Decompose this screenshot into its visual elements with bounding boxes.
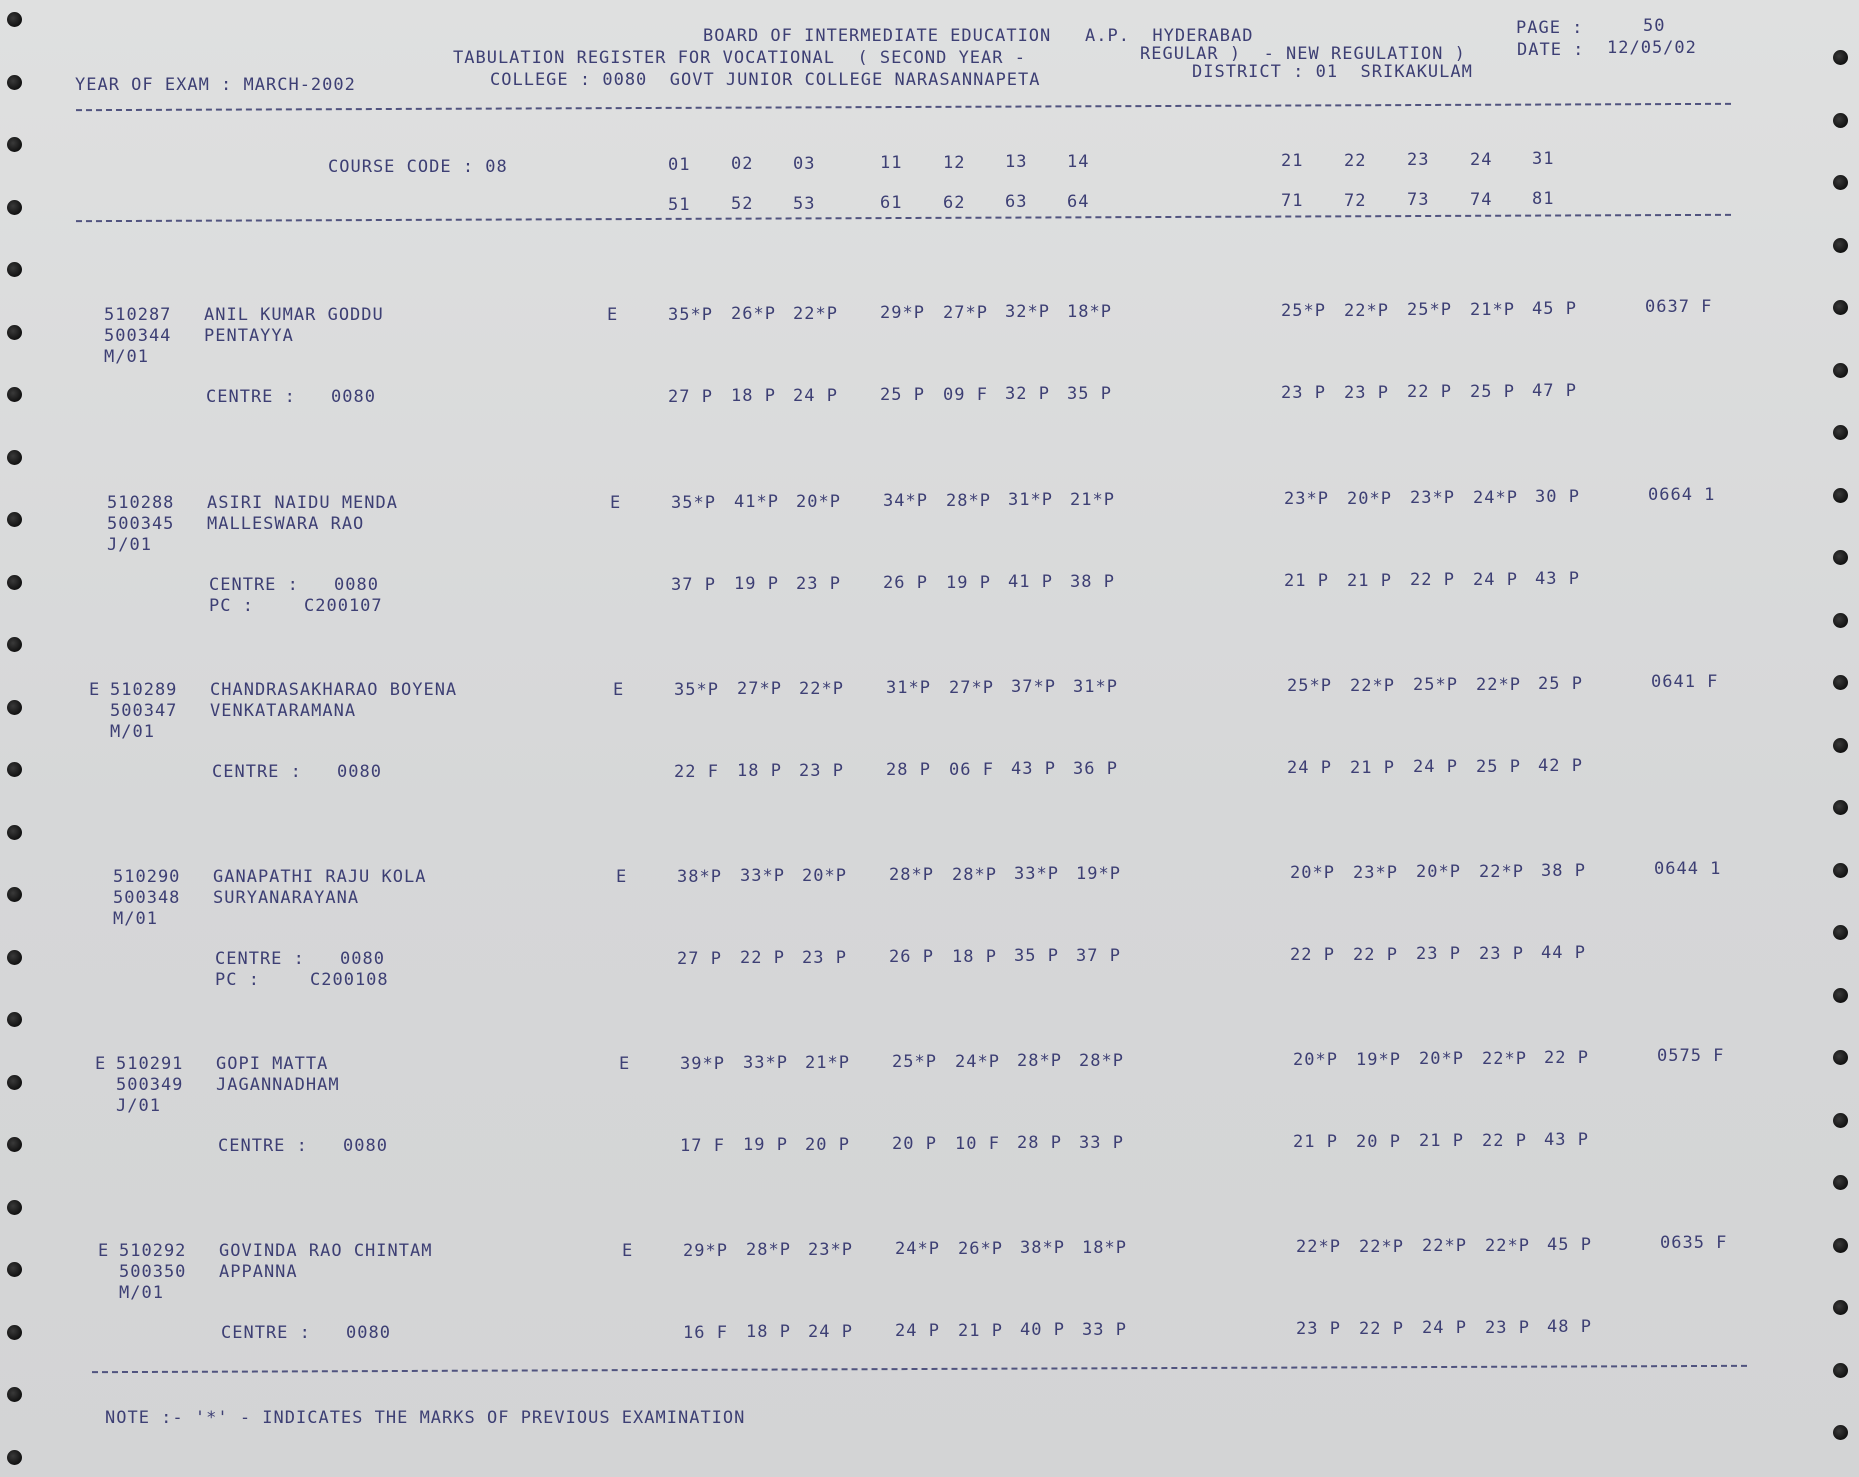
feed-hole <box>7 137 22 152</box>
feed-hole <box>1833 800 1848 815</box>
record-prefix: E <box>89 680 101 700</box>
subject-code: 24 <box>1470 149 1493 170</box>
centre-label: CENTRE : <box>209 575 299 595</box>
feed-hole <box>1833 1425 1848 1440</box>
category: M/01 <box>113 909 158 929</box>
subject-code: 62 <box>943 192 966 213</box>
subject-code: 53 <box>793 193 816 214</box>
mark-previous: 38*P <box>677 867 722 887</box>
mark-current: 28 P <box>1017 1133 1062 1154</box>
subject-code: 81 <box>1532 188 1555 209</box>
subject-code: 23 <box>1407 150 1430 171</box>
mark-current: 47 P <box>1532 380 1577 401</box>
mark-previous: 23*P <box>1410 488 1455 509</box>
mark-previous: 27*P <box>737 679 782 700</box>
roll-number: 510288 <box>107 493 175 513</box>
mark-previous: 33*P <box>743 1053 788 1074</box>
mark-previous: 35*P <box>671 493 716 513</box>
mark-current: 23 P <box>802 947 847 968</box>
mark-previous: 23*P <box>808 1239 853 1260</box>
mark-previous: 20*P <box>802 865 847 886</box>
mark-previous: 21*P <box>1470 299 1515 320</box>
subject-code: 13 <box>1005 152 1028 173</box>
student-name: GOVINDA RAO CHINTAM <box>219 1241 433 1261</box>
mark-previous: 22*P <box>1476 674 1521 695</box>
mark-previous: 18*P <box>1082 1237 1127 1258</box>
mark-previous: 22*P <box>1479 861 1524 882</box>
category: M/01 <box>119 1283 164 1303</box>
header-divider-bottom <box>76 214 1731 222</box>
college-name: COLLEGE : 0080 GOVT JUNIOR COLLEGE NARASANNAPETA <box>490 70 1041 90</box>
mark-previous: 27*P <box>943 302 988 323</box>
mark-current: 40 P <box>1020 1320 1065 1341</box>
mark-previous: 37*P <box>1011 677 1056 698</box>
student-name: ANIL KUMAR GODDU <box>204 305 384 325</box>
mark-previous: 45 P <box>1547 1234 1592 1255</box>
subject-code: 71 <box>1281 191 1304 212</box>
feed-hole <box>1833 300 1848 315</box>
mark-previous: 26*P <box>958 1238 1003 1259</box>
feed-hole <box>7 1075 22 1090</box>
mark-current: 19 P <box>734 574 779 595</box>
subject-code: 03 <box>793 153 816 174</box>
mark-current: 21 P <box>1347 570 1392 591</box>
medium: E <box>613 680 625 700</box>
mark-current: 24 P <box>895 1321 940 1342</box>
mark-previous: 24*P <box>1473 487 1518 508</box>
subject-code: 61 <box>880 193 903 214</box>
mark-current: 33 P <box>1082 1319 1127 1340</box>
feed-hole <box>1833 550 1848 565</box>
centre-code: 0080 <box>337 762 382 782</box>
pc-code: C200108 <box>310 970 389 990</box>
total-result: 0637 F <box>1645 297 1713 317</box>
feed-hole <box>7 12 22 27</box>
student-name: GOPI MATTA <box>216 1054 329 1074</box>
father-name: SURYANARAYANA <box>213 888 360 908</box>
subject-code: 52 <box>731 194 754 215</box>
mark-current: 24 P <box>1413 757 1458 778</box>
total-result: 0635 F <box>1660 1233 1728 1253</box>
record-prefix: E <box>98 1241 110 1261</box>
mark-previous: 28*P <box>889 865 934 886</box>
centre-label: CENTRE : <box>221 1323 311 1343</box>
total-result: 0641 F <box>1651 672 1719 692</box>
mark-previous: 27*P <box>949 677 994 698</box>
mark-current: 27 P <box>668 387 713 407</box>
mark-current: 25 P <box>880 385 925 406</box>
mark-previous: 22*P <box>1359 1236 1404 1257</box>
year-of-exam: YEAR OF EXAM : MARCH-2002 <box>75 75 356 95</box>
mark-previous: 22*P <box>1296 1237 1341 1258</box>
mark-current: 20 P <box>1356 1131 1401 1152</box>
date-label: DATE : <box>1517 40 1585 60</box>
subject-code: 22 <box>1344 150 1367 171</box>
mark-previous: 22*P <box>799 678 844 699</box>
mark-previous: 33*P <box>1014 864 1059 885</box>
mark-current: 35 P <box>1067 383 1112 404</box>
centre-code: 0080 <box>346 1323 391 1343</box>
feed-hole <box>1833 1113 1848 1128</box>
feed-hole <box>7 75 22 90</box>
secondary-number: 500350 <box>119 1262 187 1282</box>
centre-code: 0080 <box>340 949 385 969</box>
mark-current: 27 P <box>677 949 722 969</box>
mark-previous: 22*P <box>1344 300 1389 321</box>
feed-hole <box>7 1200 22 1215</box>
mark-current: 19 P <box>743 1135 788 1156</box>
mark-previous: 22 P <box>1544 1047 1589 1068</box>
centre-label: CENTRE : <box>206 387 296 407</box>
mark-current: 18 P <box>731 386 776 407</box>
mark-current: 21 P <box>1293 1132 1338 1153</box>
mark-current: 22 P <box>740 948 785 969</box>
mark-current: 38 P <box>1070 571 1115 592</box>
mark-previous: 22*P <box>1350 675 1395 696</box>
feed-hole <box>1833 863 1848 878</box>
total-result: 0644 1 <box>1654 859 1722 879</box>
mark-current: 24 P <box>1422 1318 1467 1339</box>
mark-previous: 29*P <box>880 303 925 324</box>
mark-current: 36 P <box>1073 758 1118 779</box>
mark-previous: 24*P <box>955 1051 1000 1072</box>
mark-previous: 22*P <box>1482 1048 1527 1069</box>
father-name: VENKATARAMANA <box>210 701 357 721</box>
mark-current: 24 P <box>1287 758 1332 779</box>
mark-current: 22 P <box>1407 382 1452 403</box>
medium: E <box>619 1054 631 1074</box>
subject-code: 73 <box>1407 190 1430 211</box>
feed-hole <box>7 825 22 840</box>
medium: E <box>607 305 619 325</box>
mark-current: 24 P <box>1473 569 1518 590</box>
feed-hole <box>7 1262 22 1277</box>
footer-divider <box>92 1365 1747 1373</box>
regulation-text: REGULAR ) - NEW REGULATION ) <box>1140 44 1466 64</box>
student-name: GANAPATHI RAJU KOLA <box>213 867 427 887</box>
mark-current: 23 P <box>796 573 841 594</box>
secondary-number: 500344 <box>104 326 172 346</box>
mark-current: 43 P <box>1011 759 1056 780</box>
header-divider-top <box>76 103 1731 111</box>
roll-number: 510290 <box>113 867 181 887</box>
mark-previous: 19*P <box>1076 863 1121 884</box>
feed-hole <box>1833 50 1848 65</box>
mark-previous: 25 P <box>1538 673 1583 694</box>
roll-number: 510292 <box>119 1241 187 1261</box>
feed-hole <box>7 637 22 652</box>
centre-code: 0080 <box>343 1136 388 1156</box>
secondary-number: 500345 <box>107 514 175 534</box>
subject-code: 51 <box>668 195 691 215</box>
mark-current: 21 P <box>958 1320 1003 1341</box>
page-label: PAGE : <box>1516 18 1584 38</box>
mark-current: 37 P <box>671 575 716 595</box>
mark-current: 18 P <box>952 946 997 967</box>
mark-previous: 28*P <box>1079 1050 1124 1071</box>
mark-previous: 28*P <box>746 1240 791 1261</box>
centre-label: CENTRE : <box>212 762 302 782</box>
mark-current: 26 P <box>883 573 928 594</box>
medium: E <box>616 867 628 887</box>
secondary-number: 500347 <box>110 701 178 721</box>
father-name: APPANNA <box>219 1262 298 1282</box>
subject-code: 21 <box>1281 151 1304 172</box>
mark-previous: 31*P <box>1073 676 1118 697</box>
mark-previous: 18*P <box>1067 301 1112 322</box>
mark-previous: 38*P <box>1020 1238 1065 1259</box>
mark-previous: 32*P <box>1005 302 1050 323</box>
feed-hole <box>7 1387 22 1402</box>
pc-label: PC : <box>215 970 260 990</box>
mark-previous: 20*P <box>796 491 841 512</box>
mark-current: 25 P <box>1470 381 1515 402</box>
mark-current: 18 P <box>746 1322 791 1343</box>
mark-previous: 35*P <box>668 305 713 325</box>
course-code-label: COURSE CODE : 08 <box>328 157 508 177</box>
mark-current: 10 F <box>955 1133 1000 1154</box>
feed-hole <box>7 512 22 527</box>
mark-previous: 35*P <box>674 680 719 700</box>
father-name: PENTAYYA <box>204 326 294 346</box>
mark-previous: 22*P <box>793 303 838 324</box>
father-name: MALLESWARA RAO <box>207 514 365 534</box>
subject-code: 63 <box>1005 192 1028 213</box>
feed-hole <box>7 950 22 965</box>
feed-hole <box>7 387 22 402</box>
subject-code: 14 <box>1067 151 1090 172</box>
feed-hole <box>1833 425 1848 440</box>
feed-hole <box>1833 488 1848 503</box>
category: M/01 <box>110 722 155 742</box>
mark-current: 20 P <box>892 1134 937 1155</box>
feed-hole <box>7 887 22 902</box>
roll-number: 510291 <box>116 1054 184 1074</box>
category: J/01 <box>107 535 152 555</box>
feed-hole <box>7 1137 22 1152</box>
mark-current: 43 P <box>1544 1129 1589 1150</box>
mark-previous: 21*P <box>1070 489 1115 510</box>
mark-current: 18 P <box>737 761 782 782</box>
pc-code: C200107 <box>304 596 383 616</box>
mark-current: 23 P <box>1416 944 1461 965</box>
mark-previous: 28*P <box>1017 1051 1062 1072</box>
mark-previous: 39*P <box>680 1054 725 1074</box>
feed-hole <box>7 325 22 340</box>
secondary-number: 500348 <box>113 888 181 908</box>
mark-current: 19 P <box>946 572 991 593</box>
mark-previous: 20*P <box>1419 1049 1464 1070</box>
mark-current: 32 P <box>1005 384 1050 405</box>
mark-previous: 29*P <box>683 1241 728 1261</box>
roll-number: 510287 <box>104 305 172 325</box>
mark-previous: 20*P <box>1293 1050 1338 1071</box>
feed-hole <box>1833 675 1848 690</box>
mark-previous: 22*P <box>1422 1236 1467 1257</box>
mark-current: 06 F <box>949 759 994 780</box>
secondary-number: 500349 <box>116 1075 184 1095</box>
father-name: JAGANNADHAM <box>216 1075 340 1095</box>
record-prefix: E <box>95 1054 107 1074</box>
total-result: 0664 1 <box>1648 485 1716 505</box>
feed-hole <box>1833 1175 1848 1190</box>
mark-previous: 20*P <box>1416 862 1461 883</box>
feed-hole <box>7 762 22 777</box>
mark-previous: 25*P <box>1281 301 1326 322</box>
feed-hole <box>7 200 22 215</box>
footnote: NOTE :- '*' - INDICATES THE MARKS OF PREVIOUS EXAMINATION <box>105 1408 746 1428</box>
roll-number: 510289 <box>110 680 178 700</box>
mark-current: 37 P <box>1076 945 1121 966</box>
mark-current: 22 F <box>674 762 719 782</box>
mark-current: 41 P <box>1008 572 1053 593</box>
mark-previous: 34*P <box>883 491 928 512</box>
mark-previous: 23*P <box>1284 489 1329 510</box>
pc-label: PC : <box>209 596 254 616</box>
mark-current: 17 F <box>680 1136 725 1156</box>
mark-current: 24 P <box>808 1321 853 1342</box>
total-result: 0575 F <box>1657 1046 1725 1066</box>
mark-current: 26 P <box>889 947 934 968</box>
feed-hole <box>1833 738 1848 753</box>
mark-previous: 23*P <box>1353 862 1398 883</box>
feed-hole <box>1833 363 1848 378</box>
medium: E <box>610 493 622 513</box>
mark-current: 16 F <box>683 1323 728 1343</box>
mark-previous: 21*P <box>805 1052 850 1073</box>
feed-hole <box>7 700 22 715</box>
mark-current: 25 P <box>1476 756 1521 777</box>
feed-hole <box>7 1325 22 1340</box>
mark-previous: 31*P <box>1008 490 1053 511</box>
register-title: TABULATION REGISTER FOR VOCATIONAL ( SECOND YEAR - <box>453 48 1026 68</box>
mark-current: 23 P <box>1485 1317 1530 1338</box>
mark-current: 23 P <box>1296 1319 1341 1340</box>
feed-hole <box>1833 1363 1848 1378</box>
subject-code: 01 <box>668 155 691 175</box>
mark-previous: 22*P <box>1485 1235 1530 1256</box>
mark-previous: 28*P <box>946 490 991 511</box>
feed-hole <box>1833 988 1848 1003</box>
mark-current: 35 P <box>1014 946 1059 967</box>
category: M/01 <box>104 347 149 367</box>
district-name: DISTRICT : 01 SRIKAKULAM <box>1192 62 1473 82</box>
mark-current: 09 F <box>943 384 988 405</box>
mark-previous: 41*P <box>734 492 779 513</box>
feed-hole <box>7 1450 22 1465</box>
mark-current: 23 P <box>1479 943 1524 964</box>
centre-code: 0080 <box>331 387 376 407</box>
mark-previous: 38 P <box>1541 860 1586 881</box>
mark-current: 24 P <box>793 385 838 406</box>
mark-current: 20 P <box>805 1134 850 1155</box>
category: J/01 <box>116 1096 161 1116</box>
subject-code: 72 <box>1344 190 1367 211</box>
subject-code: 12 <box>943 152 966 173</box>
centre-label: CENTRE : <box>215 949 305 969</box>
subject-code: 31 <box>1532 148 1555 169</box>
feed-hole <box>1833 1050 1848 1065</box>
mark-current: 21 P <box>1350 757 1395 778</box>
mark-current: 21 P <box>1419 1131 1464 1152</box>
mark-current: 42 P <box>1538 755 1583 776</box>
mark-current: 33 P <box>1079 1132 1124 1153</box>
mark-current: 23 P <box>1281 383 1326 404</box>
mark-previous: 25*P <box>1407 300 1452 321</box>
mark-previous: 25*P <box>1287 676 1332 697</box>
subject-code: 64 <box>1067 191 1090 212</box>
subject-code: 11 <box>880 153 903 174</box>
mark-current: 48 P <box>1547 1316 1592 1337</box>
mark-current: 22 P <box>1410 570 1455 591</box>
mark-previous: 25*P <box>1413 675 1458 696</box>
mark-previous: 25*P <box>892 1052 937 1073</box>
mark-current: 23 P <box>799 760 844 781</box>
feed-hole <box>1833 1300 1848 1315</box>
mark-current: 22 P <box>1353 944 1398 965</box>
feed-hole <box>1833 925 1848 940</box>
mark-current: 22 P <box>1359 1318 1404 1339</box>
mark-current: 44 P <box>1541 942 1586 963</box>
mark-previous: 33*P <box>740 866 785 887</box>
mark-previous: 45 P <box>1532 298 1577 319</box>
feed-hole <box>7 450 22 465</box>
mark-previous: 30 P <box>1535 486 1580 507</box>
mark-previous: 28*P <box>952 864 997 885</box>
mark-previous: 19*P <box>1356 1049 1401 1070</box>
student-name: CHANDRASAKHARAO BOYENA <box>210 680 458 700</box>
mark-current: 43 P <box>1535 568 1580 589</box>
mark-previous: 20*P <box>1290 863 1335 884</box>
mark-current: 28 P <box>886 760 931 781</box>
feed-hole <box>1833 175 1848 190</box>
mark-current: 22 P <box>1290 945 1335 966</box>
mark-previous: 20*P <box>1347 488 1392 509</box>
centre-code: 0080 <box>334 575 379 595</box>
feed-hole <box>1833 613 1848 628</box>
mark-previous: 31*P <box>886 678 931 699</box>
feed-hole <box>1833 113 1848 128</box>
mark-current: 21 P <box>1284 571 1329 592</box>
mark-previous: 26*P <box>731 304 776 325</box>
medium: E <box>622 1241 634 1261</box>
feed-hole <box>7 575 22 590</box>
feed-hole <box>1833 1238 1848 1253</box>
date-value: 12/05/02 <box>1607 38 1697 58</box>
centre-label: CENTRE : <box>218 1136 308 1156</box>
mark-current: 23 P <box>1344 382 1389 403</box>
feed-hole <box>1833 238 1848 253</box>
mark-current: 22 P <box>1482 1130 1527 1151</box>
feed-hole <box>7 1012 22 1027</box>
board-title: BOARD OF INTERMEDIATE EDUCATION A.P. HYDERABAD <box>703 26 1254 46</box>
feed-hole <box>7 262 22 277</box>
page-number: 50 <box>1643 16 1666 36</box>
mark-previous: 24*P <box>895 1239 940 1260</box>
subject-code: 02 <box>731 154 754 175</box>
student-name: ASIRI NAIDU MENDA <box>207 493 398 513</box>
subject-code: 74 <box>1470 189 1493 210</box>
